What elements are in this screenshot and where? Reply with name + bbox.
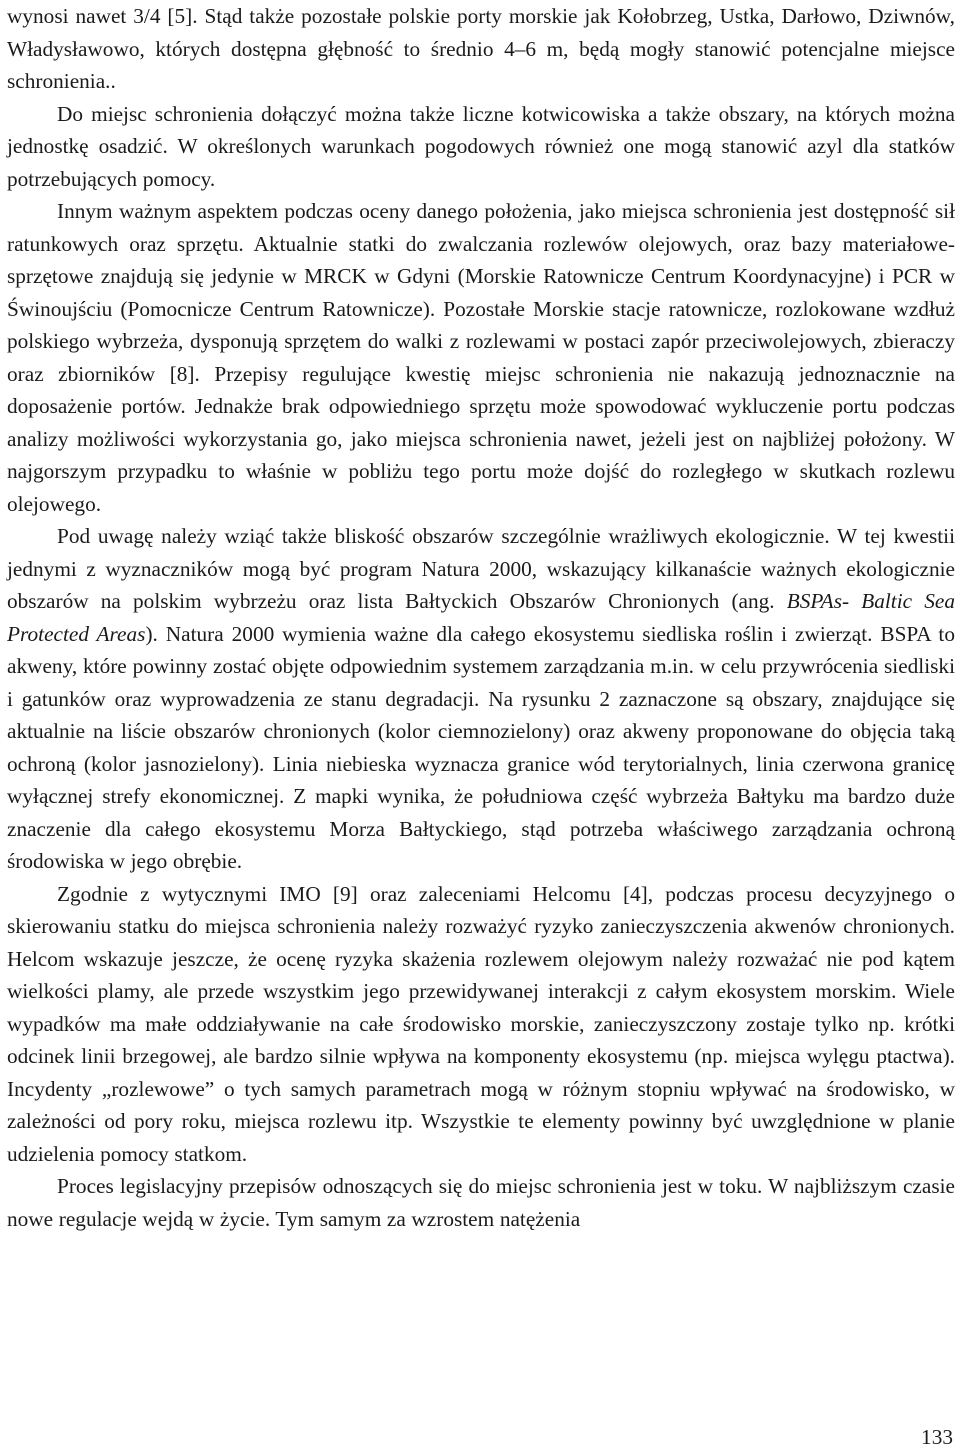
document-page <box>7 0 955 1235</box>
paragraph-legislation: Proces legislacyjny przepisów odnoszących się do miejsc schronienia jest w toku. W najbliższym czasie nowe regulacje wejdą w życie. Tym samym za wzrostem natężenia <box>7 1174 955 1231</box>
page-number: 133 <box>921 1425 953 1449</box>
bspa-italic-term: BSPAs- Baltic Sea Protected Areas <box>7 589 955 646</box>
paragraph-protected-areas-text-b: ). Natura 2000 wymienia ważne dla całego ekosystemu siedliska roślin i zwierząt. BSPA to akweny, które powinny zostać objęte odpowiednim systemem zarządzania m.in. w celu przywrócenia siedliski i gatunków oraz wyprowadzenia ze stanu degradacji. Na rysunku 2 zaznaczone są obszary, znajdujące się aktualnie na liście obszarów chronionych (kolor ciemnozielony) oraz akweny proponowane do objęcia taką ochroną (kolor jasnozielony). Linia niebieska wyznacza granice wód terytorialnych, linia czerwona granicę wyłącznej strefy ekonomicznej. Z mapki wynika, że południowa część wybrzeża Bałtyku ma bardzo duże znaczenie dla całego ekosystemu Morza Bałtyckiego, stąd potrzeba właściwego zarządzania ochroną środowiska w jego obrębie. <box>7 621 955 873</box>
paragraph-anchorages: Do miejsc schronienia dołączyć można także liczne kotwicowiska a także obszary, na których można jednostkę osadzić. W określonych warunkach pogodowych również one mogą stanowić azyl dla statków potrzebujących pomocy. <box>7 101 955 191</box>
paragraph-protected-areas-text-a: Pod uwagę należy wziąć także bliskość obszarów szczególnie wrażliwych ekologicznie. W tej kwestii jednymi z wyznaczników mogą być program Natura 2000, wskazujący kilkanaście ważnych ekologicznie obszarów na polskim wybrzeżu oraz lista Bałtyckich Obszarów Chronionych (ang. <box>7 524 955 613</box>
paragraph-continuation: wynosi nawet 3/4 [5]. Stąd także pozostałe polskie porty morskie jak Kołobrzeg, Ustka, Darłowo, Dziwnów, Władysławowo, których dostępna głębność to średnio 4–6 m, będą mogły stanowić potencjalne miejsce schronienia.. <box>7 4 955 93</box>
body-text <box>7 0 955 1235</box>
paragraph-protected-areas <box>7 520 955 878</box>
paragraph-rescue-resources: Innym ważnym aspektem podczas oceny danego położenia, jako miejsca schronienia jest dostępność sił ratunkowych oraz sprzętu. Aktualnie statki do zwalczania rozlewów olejowych, oraz bazy materiałowe-sprzętowe znajdują się jedynie w MRCK w Gdyni (Morskie Ratownicze Centrum Koordynacyjne) i PCR w Świnoujściu (Pomocnicze Centrum Ratownicze). Pozostałe Morskie stacje ratownicze, rozlokowane wzdłuż polskiego wybrzeża, dysponują sprzętem do walki z rozlewami w postaci zapór przeciwolejowych, zbieraczy oraz zbiorników [8]. Przepisy regulujące kwestię miejsc schronienia nie nakazują jednoznacznie na doposażenie portów. Jednakże brak odpowiedniego sprzętu może spowodować wykluczenie portu podczas analizy możliwości wykorzystania go, jako miejsca schronienia nawet, jeżeli jest on najbliżej położony. W najgorszym przypadku to właśnie w pobliżu tego portu może dojść do rozległego w skutkach rozlewu olejowego. <box>7 199 955 516</box>
paragraph-imo-helcom: Zgodnie z wytycznymi IMO [9] oraz zaleceniami Helcomu [4], podczas procesu decyzyjnego o skierowaniu statku do miejsca schronienia należy rozważyć ryzyko zanieczyszczenia akwenów chronionych. Helcom wskazuje jeszcze, że ocenę ryzyka skażenia rozlewem olejowym należy rozważać nie pod kątem wielkości plamy, ale przede wszystkim jego przewidywanej interakcji z całym ekosystem morskim. Wiele wypadków ma małe oddziaływanie na całe środowisko morskie, zanieczyszczony zostaje tylko np. krótki odcinek linii brzegowej, ale bardzo silnie wpływa na komponenty ekosystemu (np. miejsca wylęgu ptactwa). Incydenty „rozlewowe” o tych samych parametrach mogą w różnym stopniu wpływać na środowisko, w zależności od pory roku, miejsca rozlewu itp. Wszystkie te elementy powinny być uwzględnione w planie udzielenia pomocy statkom. <box>7 881 955 1166</box>
